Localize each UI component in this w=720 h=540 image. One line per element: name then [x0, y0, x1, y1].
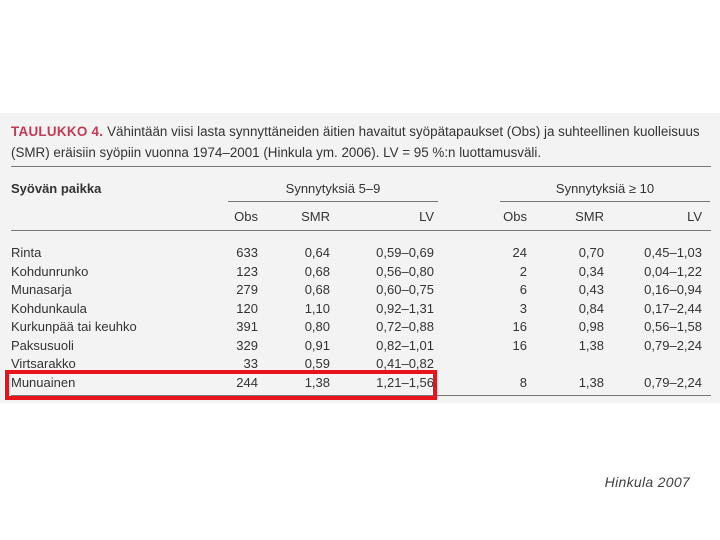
- row-lv1: 0,60–0,75: [376, 282, 434, 297]
- row-lv1: 0,82–1,01: [376, 337, 434, 353]
- row-smr1: 0,68: [304, 263, 330, 279]
- col-obs-1: Obs: [234, 209, 258, 224]
- row-site: Virtsarakko: [11, 356, 76, 371]
- table-row: [0, 300, 720, 319]
- row-lv2: 0,04–1,22: [644, 263, 702, 279]
- row-lv2: 0,56–1,58: [644, 319, 702, 334]
- row-obs1: 279: [236, 282, 258, 297]
- table-row: [0, 244, 720, 263]
- row-smr1: 0,59: [304, 356, 330, 371]
- row-obs2: 16: [512, 337, 527, 353]
- row-smr1: 0,64: [304, 245, 330, 260]
- row-lv1: 0,41–0,82: [376, 356, 434, 371]
- table-row: [0, 318, 720, 337]
- row-lv2: 0,45–1,03: [644, 245, 702, 260]
- row-site: Munuainen: [11, 375, 76, 390]
- row-lv1: 0,59–0,69: [376, 245, 434, 260]
- row-site: Kohdunrunko: [11, 263, 89, 279]
- row-smr2: 1,38: [578, 337, 604, 353]
- source-citation: Hinkula 2007: [604, 474, 690, 490]
- row-lv1: 1,21–1,56: [376, 375, 434, 390]
- row-smr2: 0,84: [578, 300, 604, 316]
- row-obs2: 24: [512, 245, 527, 260]
- row-lv2: 0,16–0,94: [644, 282, 702, 297]
- col-smr-1: SMR: [301, 209, 330, 224]
- row-lv2: 0,79–2,24: [644, 337, 702, 353]
- row-obs1: 633: [236, 245, 258, 260]
- site-header: Syövän paikka: [11, 181, 102, 196]
- row-smr2: 0,34: [578, 263, 604, 279]
- row-smr2: 0,43: [578, 282, 604, 297]
- row-smr2: 1,38: [578, 375, 604, 390]
- table-row: [0, 263, 720, 282]
- row-smr2: 0,70: [578, 245, 604, 260]
- row-lv1: 0,92–1,31: [376, 300, 434, 316]
- top-rule: [11, 166, 711, 167]
- group1-header: Synnytyksiä 5–9: [285, 181, 381, 196]
- row-site: Kurkunpää tai keuhko: [11, 319, 137, 334]
- row-lv2: 0,79–2,24: [644, 375, 702, 390]
- row-obs2: 2: [519, 263, 527, 279]
- row-smr1: 1,10: [304, 300, 330, 316]
- row-lv1: 0,72–0,88: [376, 319, 434, 334]
- highlight-box: [5, 370, 437, 400]
- row-obs1: 391: [236, 319, 258, 334]
- group2-rule: [500, 201, 710, 202]
- table-row: [0, 337, 720, 356]
- row-obs1: 329: [236, 337, 258, 353]
- row-smr1: 0,91: [304, 337, 330, 353]
- row-smr1: 1,38: [304, 375, 330, 390]
- table-label: TAULUKKO 4.: [11, 124, 104, 139]
- row-obs1: 120: [236, 300, 258, 316]
- row-site: Munasarja: [11, 282, 72, 297]
- row-smr2: 0,98: [578, 319, 604, 334]
- row-smr1: 0,68: [304, 282, 330, 297]
- row-obs2: 8: [519, 375, 527, 390]
- row-obs2: 3: [519, 300, 527, 316]
- row-site: Kohdunkaula: [11, 300, 87, 316]
- row-obs1: 123: [236, 263, 258, 279]
- header-rule: [11, 230, 711, 231]
- col-obs-2: Obs: [503, 209, 527, 224]
- row-obs1: 33: [243, 356, 258, 371]
- row-site: Paksusuoli: [11, 337, 74, 353]
- group2-header: Synnytyksiä ≥ 10: [555, 181, 655, 196]
- caption-line-2: (SMR) eräisiin syöpiin vuonna 1974–2001 (Hinkula ym. 2006). LV = 95 %:n luottamusväli.: [11, 145, 542, 160]
- table-caption: [11, 121, 716, 163]
- row-obs1: 244: [236, 375, 258, 390]
- row-lv1: 0,56–0,80: [376, 263, 434, 279]
- col-smr-2: SMR: [575, 209, 604, 224]
- row-smr1: 0,80: [304, 319, 330, 334]
- col-lv-2: LV: [687, 209, 702, 224]
- table-row: [0, 281, 720, 300]
- row-obs2: 6: [519, 282, 527, 297]
- row-lv2: 0,17–2,44: [644, 300, 702, 316]
- caption-line-1: Vähintään viisi lasta synnyttäneiden äitien havaitut syöpätapaukset (Obs) ja suhteellinen kuolleisuus: [107, 124, 700, 139]
- group1-rule: [228, 201, 438, 202]
- row-site: Rinta: [11, 245, 42, 260]
- col-lv-1: LV: [419, 209, 434, 224]
- row-obs2: 16: [512, 319, 527, 334]
